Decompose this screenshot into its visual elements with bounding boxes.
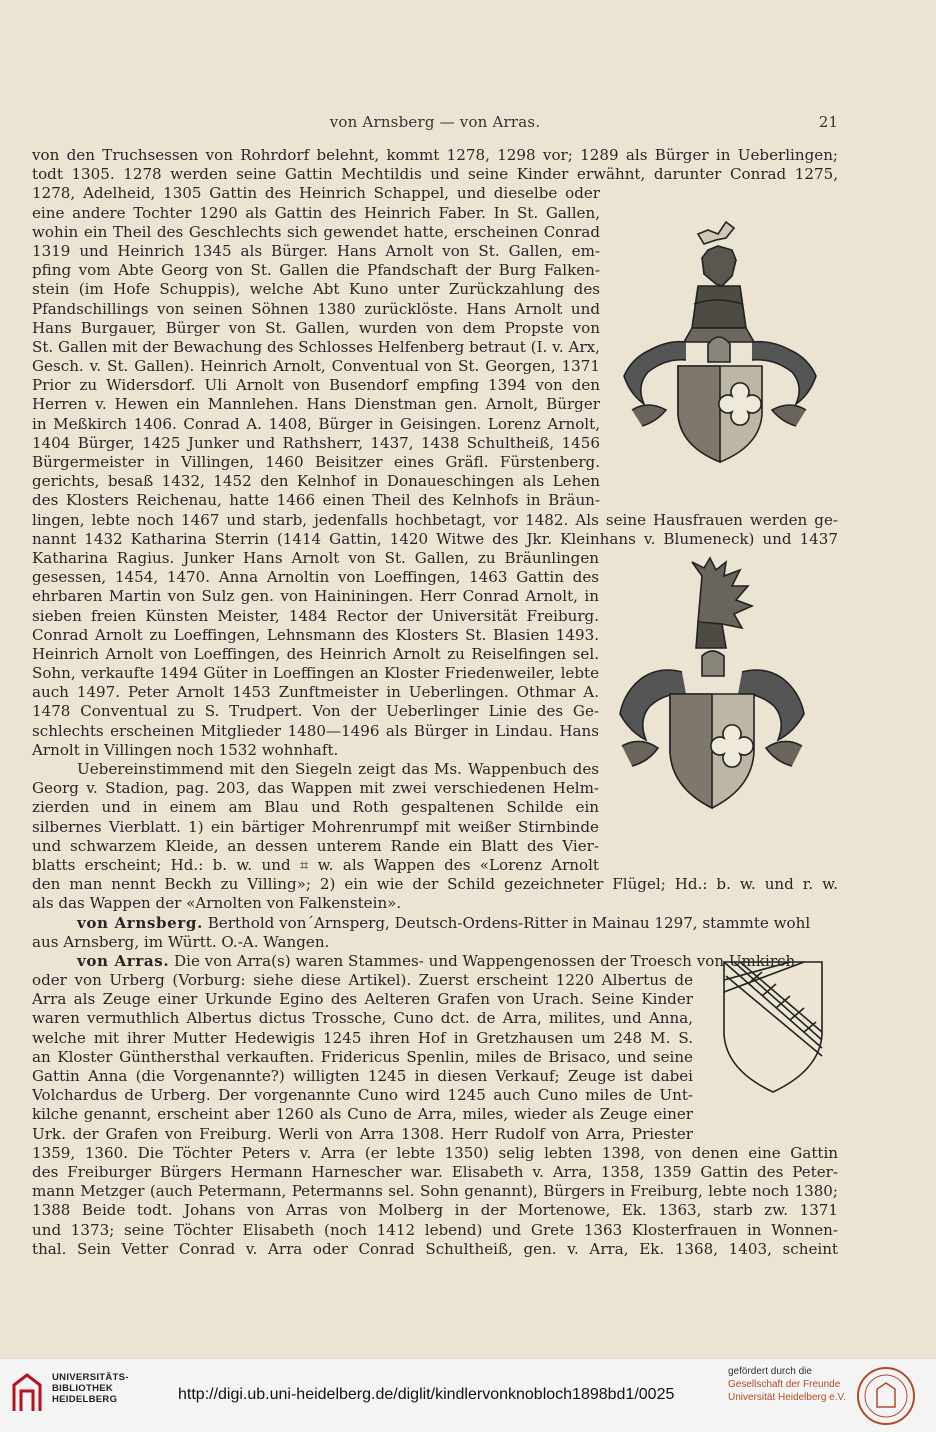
- library-name-line: HEIDELBERG: [52, 1394, 118, 1405]
- body-text: [32, 146, 838, 1259]
- text-line: kilche genannt, erscheint aber 1260 als Cuno de Arra, miles, wieder als Zeuge einer: [32, 1105, 693, 1124]
- text-line: zierden und in einem am Blau und Roth gespaltenen Schilde ein: [32, 798, 599, 817]
- text-line: als das Wappen der «Arnolten von Falkenstein».: [32, 894, 402, 913]
- text-line: todt 1305. 1278 werden seine Gattin Mechtildis und seine Kinder erwähnt, darunter Conrad 1275,: [32, 165, 838, 184]
- text-line: 1388 Beide todt. Johans von Arras von Molberg in der Mortenowe, Ek. 1363, starb zw. 1371: [32, 1201, 838, 1220]
- library-name-line: UNIVERSITÄTS-: [52, 1372, 129, 1383]
- text-line: pfing vom Abte Georg von St. Gallen die Pfandschaft der Burg Falken-: [32, 261, 600, 280]
- entry-heading-arnsberg: von Arnsberg.: [77, 913, 203, 932]
- text-line: Bürgermeister in Villingen, 1460 Beisitzer eines Gräfl. Fürstenberg.: [32, 453, 600, 471]
- text-line: Urk. der Grafen von Freiburg. Werli von Arra 1308. Herr Rudolf von Arra, Priester: [32, 1124, 693, 1143]
- text-line: 1359, 1360. Die Töchter Peters v. Arra (er lebte 1350) selig lebten 1398, von denen eine Gattin: [32, 1143, 838, 1162]
- text-line: 1319 und Heinrich 1345 als Bürger. Hans Arnolt von St. Gallen, em-: [32, 241, 600, 260]
- entry-arras: [32, 952, 838, 971]
- text-line: thal. Sein Vetter Conrad v. Arra oder Conrad Schultheiß, gen. v. Arra, Ek. 1368, 1403, scheint: [32, 1239, 838, 1258]
- entry-arnsberg: [32, 914, 838, 933]
- text-line: sieben freien Künsten Meister, 1484 Rector der Universität Freiburg.: [32, 606, 599, 625]
- text-line: Pfandschillings von seinen Söhnen 1380 zurücklöste. Hans Arnolt und: [32, 299, 600, 318]
- text-line: Katharina Ragius. Junker Hans Arnolt von St. Gallen, zu Bräunlingen: [32, 548, 599, 567]
- text-line: wohin ein Theil des Geschlechts sich gewendet hatte, erscheinen Conrad: [32, 222, 600, 241]
- text-line: oder von Urberg (Vorburg: siehe diese Artikel). Zuerst erscheint 1220 Albertus de: [32, 971, 693, 990]
- text-line: von den Truchsessen von Rohrdorf belehnt, kommt 1278, 1298 vor; 1289 als Bürger in Ueberlingen;: [32, 146, 838, 164]
- text-line: gesessen, 1454, 1470. Anna Arnoltin von Loeffingen, 1463 Gattin des: [32, 568, 599, 587]
- text-line: Hans Burgauer, Bürger von St. Gallen, wurden von dem Propste von: [32, 318, 600, 337]
- text-line: auch 1497. Peter Arnolt 1453 Zunftmeister in Ueberlingen. Othmar A.: [32, 683, 599, 702]
- text-line: silbernes Vierblatt. 1) ein bärtiger Mohrenrumpf mit weißer Stirnbinde: [32, 817, 599, 836]
- text-line: eine andere Tochter 1290 als Gattin des Heinrich Faber. In St. Gallen,: [32, 203, 600, 222]
- page-number: 21: [818, 113, 838, 131]
- text-line: Sohn, verkaufte 1494 Güter in Loeffingen an Kloster Friedenweiler, lebte: [32, 664, 599, 683]
- text-line: Conrad Arnolt zu Loeffingen, Lehnsmann des Klosters St. Blasien 1493.: [32, 625, 599, 644]
- funded-by-label: gefördert durch die: [728, 1366, 812, 1377]
- society-name-line: Universität Heidelberg e.V.: [728, 1392, 847, 1403]
- text-line: in Meßkirch 1406. Conrad A. 1408, Bürger in Geisingen. Lorenz Arnolt,: [32, 414, 600, 433]
- text-line: blatts erscheint; Hd.: b. w. und ⌗ w. als Wappen des «Lorenz Arnolt: [32, 855, 599, 874]
- text-line: ehrbaren Martin von Sulz gen. von Haininingen. Herr Conrad Arnolt, in: [32, 587, 599, 606]
- running-header: [32, 113, 838, 135]
- text-line: 1404 Bürger, 1425 Junker und Rathsherr, 1437, 1438 Schultheiß, 1456: [32, 433, 600, 452]
- university-library-logo-icon: [10, 1371, 44, 1415]
- text-line: stein (im Hofe Schuppis), welche Abt Kuno unter Zurückzahlung des: [32, 280, 600, 299]
- text-line: Uebereinstimmend mit den Siegeln zeigt das Ms. Wappenbuch des: [77, 760, 599, 778]
- text-line: Die von Arra(s) waren Stammes- und Wappengenossen der Troesch von Umkirch: [169, 951, 796, 970]
- sponsor-text: [728, 1365, 846, 1404]
- society-name-line: Gesellschaft der Freunde: [728, 1379, 841, 1390]
- text-line: an Kloster Günthersthal verkauften. Fridericus Spenlin, miles de Brisaco, und seine: [32, 1047, 693, 1066]
- text-line: Arnolt in Villingen noch 1532 wohnhaft.: [32, 740, 339, 759]
- entry-heading-arras: von Arras.: [77, 951, 170, 970]
- text-line: Gesch. v. St. Gallen). Heinrich Arnolt, Conventual von St. Georgen, 1371: [32, 357, 600, 376]
- text-line: Volchardus de Urberg. Der vorgenannte Cuno wird 1245 auch Cuno miles de Unt-: [32, 1086, 693, 1105]
- text-line: nannt 1432 Katharina Sterrin (1414 Gattin, 1420 Witwe des Jkr. Kleinhans v. Blumeneck) und 1437: [32, 529, 838, 548]
- text-line: St. Gallen mit der Bewachung des Schlosses Helfenberg betraut (I. v. Arx,: [32, 337, 600, 356]
- text-line: Herren v. Hewen ein Mannlehen. Hans Dienstman gen. Arnolt, Bürger: [32, 395, 600, 414]
- library-name: [52, 1372, 129, 1405]
- society-seal-icon: [855, 1365, 917, 1427]
- text-line: Arra als Zeuge einer Urkunde Egino des Aelteren Grafen von Urach. Seine Kinder: [32, 990, 693, 1009]
- text-line: den man nennt Beckh zu Villing»; 2) ein wie der Schild gezeichneter Flügel; Hd.: b. w. und r. w.: [32, 875, 838, 894]
- text-line: 1478 Conventual zu S. Trudpert. Von der Ueberlinger Linie des Ge-: [32, 702, 599, 721]
- text-line: welche mit ihrer Mutter Hedewigis 1245 ihren Hof in Gretzhausen um 248 M. S.: [32, 1028, 693, 1047]
- text-line: gerichts, besaß 1432, 1452 den Kelnhof in Donaueschingen als Lehen: [32, 472, 600, 491]
- library-name-line: BIBLIOTHEK: [52, 1383, 114, 1394]
- text-line: Prior zu Widersdorf. Uli Arnolt von Busendorf empfing 1394 von den: [32, 376, 600, 395]
- viewer-footer: [0, 1358, 936, 1432]
- text-line: schlechts erscheinen Mitglieder 1480—1496 als Bürger in Lindau. Hans: [32, 721, 599, 740]
- text-line: lingen, lebte noch 1467 und starb, jedenfalls hochbetagt, vor 1482. Als seine Hausfrauen werden ge-: [32, 510, 838, 529]
- text-line: Georg v. Stadion, pag. 203, das Wappen mit zwei verschiedenen Helm-: [32, 779, 599, 798]
- text-line: Gattin Anna (die Vorgenannte?) willigten 1245 in diesen Verkauf; Zeuge ist dabei: [32, 1067, 693, 1085]
- text-line: aus Arnsberg, im Württ. O.-A. Wangen.: [32, 932, 330, 951]
- text-line: des Freiburger Bürgers Hermann Harnescher war. Elisabeth v. Arra, 1358, 1359 Gattin des Peter-: [32, 1162, 838, 1181]
- text-line: und 1373; seine Töchter Elisabeth (noch 1412 lebend) und Grete 1363 Klosterfrauen in Wonnen-: [32, 1220, 838, 1239]
- text-line: waren vermuthlich Albertus dictus Trossche, Cuno dct. de Arra, milites, und Anna,: [32, 1009, 693, 1028]
- text-line: 1278, Adelheid, 1305 Gattin des Heinrich Schappel, und dieselbe oder: [32, 184, 600, 203]
- text-line: und schwarzem Kleide, an dessen unterem Rande ein Blatt des Vier-: [32, 836, 599, 855]
- text-line: des Klosters Reichenau, hatte 1466 einen Theil des Kelnhofs in Bräun-: [32, 491, 600, 510]
- running-title: von Arnsberg — von Arras.: [329, 113, 541, 131]
- text-line: Berthold von´Arnsperg, Deutsch-Ordens-Ritter in Mainau 1297, stammte wohl: [202, 913, 811, 932]
- text-line: mann Metzger (auch Petermann, Petermanns sel. Sohn genannt), Bürgers in Freiburg, lebte noch 1380;: [32, 1182, 838, 1201]
- text-line: Heinrich Arnolt von Loeffingen, des Heinrich Arnolt zu Reiselfingen sel.: [32, 644, 599, 663]
- permalink-url[interactable]: http://digi.ub.uni-heidelberg.de/diglit/kindlervonknobloch1898bd1/0025: [178, 1386, 675, 1403]
